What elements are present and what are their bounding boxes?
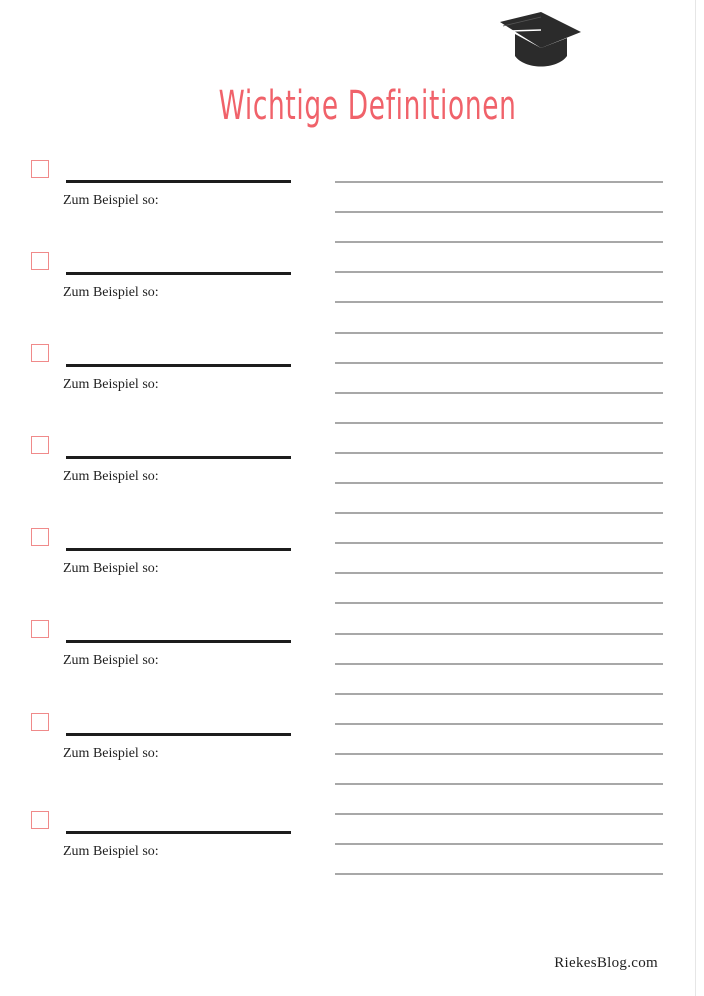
definition-entry	[0, 344, 330, 404]
term-line[interactable]	[66, 733, 291, 736]
term-line[interactable]	[66, 364, 291, 367]
note-line[interactable]	[335, 362, 663, 364]
example-label: Zum Beispiel so:	[63, 746, 159, 761]
example-label: Zum Beispiel so:	[63, 285, 159, 300]
checkbox[interactable]	[31, 160, 49, 178]
note-line[interactable]	[335, 602, 663, 604]
note-line[interactable]	[335, 753, 663, 755]
checkbox[interactable]	[31, 528, 49, 546]
checkbox[interactable]	[31, 713, 49, 731]
note-line[interactable]	[335, 422, 663, 424]
note-line[interactable]	[335, 693, 663, 695]
checkbox[interactable]	[31, 344, 49, 362]
note-line[interactable]	[335, 482, 663, 484]
note-line[interactable]	[335, 572, 663, 574]
footer-site: RiekesBlog.com	[554, 955, 658, 971]
page-edge-line	[695, 0, 696, 996]
term-line[interactable]	[66, 548, 291, 551]
checkbox[interactable]	[31, 436, 49, 454]
example-label: Zum Beispiel so:	[63, 193, 159, 208]
note-line[interactable]	[335, 783, 663, 785]
definition-entry	[0, 811, 330, 871]
page-title: Wichtige Definitionen	[218, 82, 517, 129]
example-label: Zum Beispiel so:	[63, 653, 159, 668]
definition-entry	[0, 713, 330, 773]
note-line[interactable]	[335, 332, 663, 334]
definition-entry	[0, 160, 330, 220]
note-line[interactable]	[335, 542, 663, 544]
term-line[interactable]	[66, 180, 291, 183]
note-line[interactable]	[335, 181, 663, 183]
note-line[interactable]	[335, 813, 663, 815]
note-line[interactable]	[335, 633, 663, 635]
example-label: Zum Beispiel so:	[63, 844, 159, 859]
definition-entry	[0, 620, 330, 680]
note-line[interactable]	[335, 452, 663, 454]
example-label: Zum Beispiel so:	[63, 561, 159, 576]
note-line[interactable]	[335, 301, 663, 303]
note-line[interactable]	[335, 241, 663, 243]
definition-entry	[0, 528, 330, 588]
definition-entry	[0, 436, 330, 496]
definition-entry	[0, 252, 330, 312]
example-label: Zum Beispiel so:	[63, 469, 159, 484]
note-line[interactable]	[335, 843, 663, 845]
checkbox[interactable]	[31, 252, 49, 270]
term-line[interactable]	[66, 272, 291, 275]
note-line[interactable]	[335, 873, 663, 875]
checkbox[interactable]	[31, 811, 49, 829]
note-line[interactable]	[335, 271, 663, 273]
note-line[interactable]	[335, 211, 663, 213]
note-line[interactable]	[335, 392, 663, 394]
note-line[interactable]	[335, 512, 663, 514]
checkbox[interactable]	[31, 620, 49, 638]
graduation-cap-icon	[497, 10, 583, 72]
term-line[interactable]	[66, 640, 291, 643]
term-line[interactable]	[66, 831, 291, 834]
note-line[interactable]	[335, 663, 663, 665]
example-label: Zum Beispiel so:	[63, 377, 159, 392]
note-line[interactable]	[335, 723, 663, 725]
term-line[interactable]	[66, 456, 291, 459]
